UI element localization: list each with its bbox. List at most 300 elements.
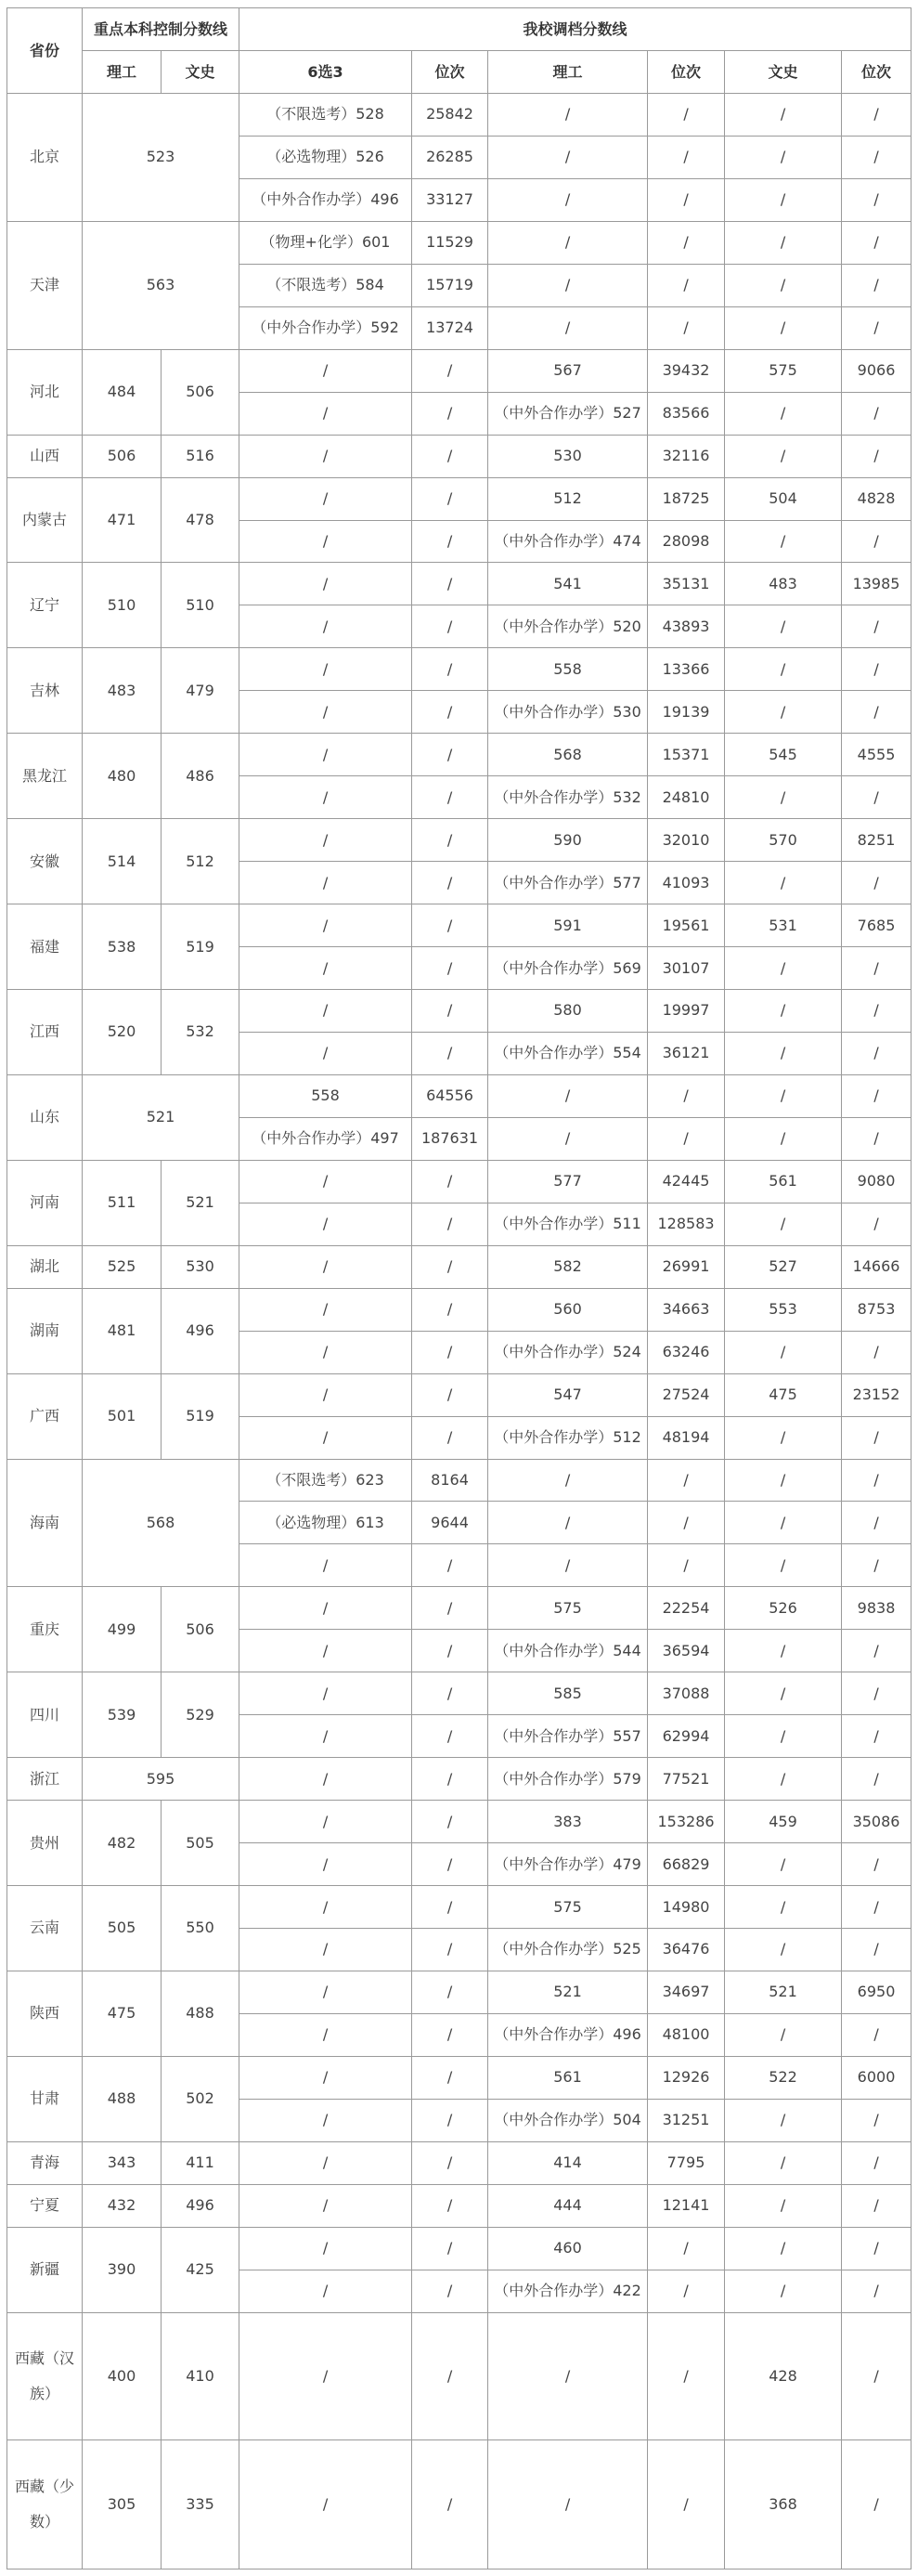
science-score-cell: （中外合作办学）532	[488, 776, 648, 819]
rank-cell: 9066	[842, 349, 912, 392]
control-science-cell: 475	[83, 1971, 162, 2056]
rank-cell: 42445	[648, 1160, 725, 1203]
rank-cell: /	[842, 1416, 912, 1459]
rank-cell: /	[842, 1630, 912, 1672]
province-cell: 陕西	[7, 1971, 83, 2056]
rank-cell: 15371	[648, 734, 725, 776]
rank-cell: /	[412, 1715, 488, 1758]
province-cell: 西藏（少数）	[7, 2440, 83, 2569]
rank-cell: 39432	[648, 349, 725, 392]
rank-cell: /	[412, 1587, 488, 1630]
table-row	[7, 2056, 912, 2099]
table-row	[7, 1886, 912, 1929]
rank-cell: /	[412, 520, 488, 563]
arts-score-cell: /	[725, 1032, 842, 1074]
table-body	[7, 94, 912, 2569]
rank-cell: 32116	[648, 435, 725, 477]
control-score-cell: 595	[83, 1758, 239, 1801]
control-score-cell: 568	[83, 1459, 239, 1587]
header-col: 文史	[725, 51, 842, 94]
table-row	[7, 1074, 912, 1117]
rank-cell: /	[412, 605, 488, 648]
six-three-cell: /	[239, 904, 412, 947]
control-arts-cell: 425	[162, 2227, 239, 2312]
science-score-cell: 575	[488, 1886, 648, 1929]
arts-score-cell: 553	[725, 1288, 842, 1331]
control-science-cell: 511	[83, 1160, 162, 1245]
table-row	[7, 1672, 912, 1715]
six-three-cell: /	[239, 1801, 412, 1843]
science-score-cell: /	[488, 1459, 648, 1502]
rank-cell: /	[412, 435, 488, 477]
six-three-cell: /	[239, 1288, 412, 1331]
control-arts-cell: 496	[162, 2184, 239, 2227]
rank-cell: /	[412, 776, 488, 819]
province-cell: 山东	[7, 1074, 83, 1160]
rank-cell: /	[648, 94, 725, 137]
arts-score-cell: /	[725, 1117, 842, 1160]
rank-cell: /	[412, 392, 488, 435]
six-three-cell: （中外合作办学）497	[239, 1117, 412, 1160]
table-row	[7, 2312, 912, 2440]
rank-cell: 19997	[648, 990, 725, 1033]
arts-score-cell: /	[725, 435, 842, 477]
control-arts-cell: 519	[162, 1373, 239, 1459]
rank-cell: 6000	[842, 2056, 912, 2099]
rank-cell: 34663	[648, 1288, 725, 1331]
table-row	[7, 2184, 912, 2227]
control-science-cell: 499	[83, 1587, 162, 1672]
arts-score-cell: /	[725, 990, 842, 1033]
table-row	[7, 563, 912, 605]
science-score-cell: （中外合作办学）579	[488, 1758, 648, 1801]
rank-cell: /	[412, 1160, 488, 1203]
science-score-cell: /	[488, 94, 648, 137]
table-row	[7, 2141, 912, 2184]
rank-cell: /	[412, 2270, 488, 2312]
rank-cell: 26991	[648, 1245, 725, 1288]
science-score-cell: （中外合作办学）511	[488, 1203, 648, 1245]
province-cell: 内蒙古	[7, 477, 83, 563]
rank-cell: /	[842, 2099, 912, 2141]
table-row	[7, 1459, 912, 1502]
table-row	[7, 477, 912, 520]
rank-cell: /	[412, 1245, 488, 1288]
rank-cell: 48100	[648, 2013, 725, 2056]
rank-cell: /	[842, 2184, 912, 2227]
header-province: 省份	[7, 8, 83, 94]
rank-cell: /	[412, 1801, 488, 1843]
control-science-cell: 501	[83, 1373, 162, 1459]
arts-score-cell: /	[725, 2184, 842, 2227]
rank-cell: /	[412, 2141, 488, 2184]
rank-cell: /	[412, 2099, 488, 2141]
table-row	[7, 94, 912, 137]
science-score-cell: （中外合作办学）474	[488, 520, 648, 563]
six-three-cell: （不限选考）584	[239, 264, 412, 306]
rank-cell: /	[842, 1715, 912, 1758]
table-row	[7, 1160, 912, 1203]
arts-score-cell: /	[725, 1502, 842, 1544]
rank-cell: /	[648, 136, 725, 178]
rank-cell: /	[842, 605, 912, 648]
control-arts-cell: 510	[162, 563, 239, 648]
arts-score-cell: /	[725, 520, 842, 563]
control-arts-cell: 479	[162, 648, 239, 734]
science-score-cell: 530	[488, 435, 648, 477]
rank-cell: 22254	[648, 1587, 725, 1630]
rank-cell: /	[412, 1373, 488, 1416]
table-row	[7, 1288, 912, 1331]
six-three-cell: /	[239, 947, 412, 990]
rank-cell: 19561	[648, 904, 725, 947]
rank-cell: /	[842, 2312, 912, 2440]
arts-score-cell: /	[725, 1630, 842, 1672]
rank-cell: /	[842, 648, 912, 691]
control-science-cell: 390	[83, 2227, 162, 2312]
arts-score-cell: /	[725, 1758, 842, 1801]
rank-cell: /	[412, 648, 488, 691]
rank-cell: /	[648, 1502, 725, 1544]
rank-cell: /	[842, 1331, 912, 1373]
science-score-cell: /	[488, 264, 648, 306]
control-score-cell: 521	[83, 1074, 239, 1160]
arts-score-cell: 526	[725, 1587, 842, 1630]
control-arts-cell: 486	[162, 734, 239, 819]
arts-score-cell: 521	[725, 1971, 842, 2013]
rank-cell: /	[412, 2184, 488, 2227]
six-three-cell: /	[239, 1886, 412, 1929]
arts-score-cell: 428	[725, 2312, 842, 2440]
arts-score-cell: 459	[725, 1801, 842, 1843]
rank-cell: 36594	[648, 1630, 725, 1672]
six-three-cell: /	[239, 2440, 412, 2569]
rank-cell: /	[412, 1843, 488, 1886]
rank-cell: /	[842, 1032, 912, 1074]
science-score-cell: 575	[488, 1587, 648, 1630]
arts-score-cell: /	[725, 1331, 842, 1373]
control-arts-cell: 505	[162, 1801, 239, 1886]
table-row	[7, 1373, 912, 1416]
control-arts-cell: 532	[162, 990, 239, 1075]
table-row	[7, 349, 912, 392]
arts-score-cell: /	[725, 862, 842, 904]
rank-cell: /	[842, 520, 912, 563]
arts-score-cell: /	[725, 776, 842, 819]
province-cell: 西藏（汉族）	[7, 2312, 83, 2440]
science-score-cell: （中外合作办学）422	[488, 2270, 648, 2312]
rank-cell: /	[842, 306, 912, 349]
arts-score-cell: 531	[725, 904, 842, 947]
rank-cell: 26285	[412, 136, 488, 178]
six-three-cell: 558	[239, 1074, 412, 1117]
rank-cell: 37088	[648, 1672, 725, 1715]
arts-score-cell: /	[725, 2013, 842, 2056]
control-science-cell: 480	[83, 734, 162, 819]
rank-cell: /	[648, 1117, 725, 1160]
rank-cell: /	[648, 1459, 725, 1502]
arts-score-cell: 368	[725, 2440, 842, 2569]
rank-cell: 9838	[842, 1587, 912, 1630]
six-three-cell: /	[239, 1971, 412, 2013]
science-score-cell: /	[488, 2312, 648, 2440]
science-score-cell: （中外合作办学）577	[488, 862, 648, 904]
table-row	[7, 1758, 912, 1801]
control-science-cell: 506	[83, 435, 162, 477]
rank-cell: 15719	[412, 264, 488, 306]
province-cell: 海南	[7, 1459, 83, 1587]
arts-score-cell: /	[725, 648, 842, 691]
rank-cell: /	[412, 1331, 488, 1373]
rank-cell: /	[842, 1758, 912, 1801]
science-score-cell: /	[488, 1502, 648, 1544]
arts-score-cell: /	[725, 947, 842, 990]
rank-cell: 36476	[648, 1928, 725, 1971]
science-score-cell: （中外合作办学）544	[488, 1630, 648, 1672]
rank-cell: 8251	[842, 819, 912, 862]
rank-cell: /	[412, 2440, 488, 2569]
rank-cell: /	[412, 1203, 488, 1245]
rank-cell: /	[842, 862, 912, 904]
six-three-cell: （中外合作办学）592	[239, 306, 412, 349]
six-three-cell: /	[239, 477, 412, 520]
rank-cell: /	[412, 1672, 488, 1715]
rank-cell: 43893	[648, 605, 725, 648]
science-score-cell: 541	[488, 563, 648, 605]
rank-cell: /	[412, 904, 488, 947]
rank-cell: /	[412, 2227, 488, 2270]
rank-cell: /	[842, 2141, 912, 2184]
science-score-cell: 590	[488, 819, 648, 862]
rank-cell: /	[648, 2312, 725, 2440]
rank-cell: /	[412, 1886, 488, 1929]
rank-cell: 64556	[412, 1074, 488, 1117]
rank-cell: /	[412, 1971, 488, 2013]
province-cell: 安徽	[7, 819, 83, 904]
table-row	[7, 2440, 912, 2569]
arts-score-cell: 504	[725, 477, 842, 520]
arts-score-cell: /	[725, 1886, 842, 1929]
rank-cell: /	[842, 94, 912, 137]
rank-cell: /	[842, 1672, 912, 1715]
province-cell: 江西	[7, 990, 83, 1075]
rank-cell: /	[648, 2270, 725, 2312]
six-three-cell: /	[239, 1672, 412, 1715]
header-school-group: 我校调档分数线	[239, 8, 912, 51]
rank-cell: /	[842, 1502, 912, 1544]
rank-cell: /	[842, 990, 912, 1033]
six-three-cell: /	[239, 2013, 412, 2056]
arts-score-cell: 527	[725, 1245, 842, 1288]
arts-score-cell: /	[725, 94, 842, 137]
province-cell: 重庆	[7, 1587, 83, 1672]
control-arts-cell: 521	[162, 1160, 239, 1245]
control-science-cell: 481	[83, 1288, 162, 1373]
six-three-cell: /	[239, 776, 412, 819]
rank-cell: /	[648, 1544, 725, 1587]
rank-cell: /	[842, 136, 912, 178]
science-score-cell: 560	[488, 1288, 648, 1331]
rank-cell: /	[412, 2056, 488, 2099]
rank-cell: /	[412, 563, 488, 605]
six-three-cell: /	[239, 2270, 412, 2312]
header-col: 位次	[648, 51, 725, 94]
six-three-cell: /	[239, 392, 412, 435]
science-score-cell: 444	[488, 2184, 648, 2227]
control-arts-cell: 410	[162, 2312, 239, 2440]
arts-score-cell: /	[725, 1928, 842, 1971]
province-cell: 天津	[7, 221, 83, 349]
table-row	[7, 1245, 912, 1288]
science-score-cell: /	[488, 178, 648, 221]
control-arts-cell: 529	[162, 1672, 239, 1758]
arts-score-cell: /	[725, 2141, 842, 2184]
six-three-cell: （必选物理）526	[239, 136, 412, 178]
rank-cell: /	[412, 990, 488, 1033]
science-score-cell: （中外合作办学）496	[488, 2013, 648, 2056]
rank-cell: /	[648, 221, 725, 264]
rank-cell: 153286	[648, 1801, 725, 1843]
rank-cell: /	[412, 349, 488, 392]
science-score-cell: 591	[488, 904, 648, 947]
science-score-cell: （中外合作办学）520	[488, 605, 648, 648]
table-header	[7, 8, 912, 94]
arts-score-cell: /	[725, 1843, 842, 1886]
rank-cell: /	[648, 178, 725, 221]
six-three-cell: /	[239, 1203, 412, 1245]
rank-cell: /	[842, 1203, 912, 1245]
table-row	[7, 1971, 912, 2013]
rank-cell: /	[842, 947, 912, 990]
score-table	[6, 7, 912, 2569]
rank-cell: 9644	[412, 1502, 488, 1544]
rank-cell: /	[412, 691, 488, 734]
science-score-cell: 567	[488, 349, 648, 392]
rank-cell: /	[412, 1544, 488, 1587]
control-science-cell: 514	[83, 819, 162, 904]
control-arts-cell: 516	[162, 435, 239, 477]
science-score-cell: 585	[488, 1672, 648, 1715]
six-three-cell: /	[239, 734, 412, 776]
rank-cell: /	[412, 2013, 488, 2056]
rank-cell: 35086	[842, 1801, 912, 1843]
science-score-cell: /	[488, 306, 648, 349]
table-row	[7, 819, 912, 862]
six-three-cell: /	[239, 990, 412, 1033]
six-three-cell: /	[239, 1160, 412, 1203]
control-science-cell: 432	[83, 2184, 162, 2227]
science-score-cell: /	[488, 1117, 648, 1160]
province-cell: 河南	[7, 1160, 83, 1245]
table-row	[7, 435, 912, 477]
arts-score-cell: 522	[725, 2056, 842, 2099]
rank-cell: /	[842, 1544, 912, 1587]
rank-cell: /	[412, 477, 488, 520]
rank-cell: 35131	[648, 563, 725, 605]
arts-score-cell: /	[725, 605, 842, 648]
arts-score-cell: 545	[725, 734, 842, 776]
six-three-cell: /	[239, 1032, 412, 1074]
rank-cell: 9080	[842, 1160, 912, 1203]
rank-cell: 24810	[648, 776, 725, 819]
science-score-cell: （中外合作办学）479	[488, 1843, 648, 1886]
rank-cell: 33127	[412, 178, 488, 221]
control-arts-cell: 335	[162, 2440, 239, 2569]
six-three-cell: /	[239, 2227, 412, 2270]
rank-cell: 77521	[648, 1758, 725, 1801]
arts-score-cell: /	[725, 136, 842, 178]
rank-cell: /	[842, 1928, 912, 1971]
science-score-cell: 561	[488, 2056, 648, 2099]
control-science-cell: 488	[83, 2056, 162, 2141]
arts-score-cell: /	[725, 1416, 842, 1459]
province-cell: 山西	[7, 435, 83, 477]
province-cell: 福建	[7, 904, 83, 990]
six-three-cell: /	[239, 1416, 412, 1459]
control-science-cell: 482	[83, 1801, 162, 1886]
rank-cell: /	[842, 221, 912, 264]
province-cell: 湖北	[7, 1245, 83, 1288]
six-three-cell: （中外合作办学）496	[239, 178, 412, 221]
arts-score-cell: /	[725, 1672, 842, 1715]
rank-cell: /	[648, 264, 725, 306]
six-three-cell: /	[239, 435, 412, 477]
rank-cell: 12141	[648, 2184, 725, 2227]
province-cell: 新疆	[7, 2227, 83, 2312]
arts-score-cell: /	[725, 1544, 842, 1587]
six-three-cell: /	[239, 1245, 412, 1288]
arts-score-cell: /	[725, 178, 842, 221]
table-row	[7, 221, 912, 264]
arts-score-cell: /	[725, 392, 842, 435]
table-row	[7, 1587, 912, 1630]
rank-cell: 32010	[648, 819, 725, 862]
rank-cell: 13985	[842, 563, 912, 605]
control-arts-cell: 411	[162, 2141, 239, 2184]
arts-score-cell: /	[725, 306, 842, 349]
province-cell: 辽宁	[7, 563, 83, 648]
rank-cell: 41093	[648, 862, 725, 904]
arts-score-cell: /	[725, 2227, 842, 2270]
six-three-cell: /	[239, 1373, 412, 1416]
arts-score-cell: /	[725, 1074, 842, 1117]
arts-score-cell: /	[725, 1715, 842, 1758]
rank-cell: 187631	[412, 1117, 488, 1160]
science-score-cell: 582	[488, 1245, 648, 1288]
rank-cell: 83566	[648, 392, 725, 435]
province-cell: 甘肃	[7, 2056, 83, 2141]
science-score-cell: 512	[488, 477, 648, 520]
province-cell: 宁夏	[7, 2184, 83, 2227]
six-three-cell: /	[239, 648, 412, 691]
rank-cell: 28098	[648, 520, 725, 563]
rank-cell: /	[648, 1074, 725, 1117]
rank-cell: 31251	[648, 2099, 725, 2141]
science-score-cell: （中外合作办学）530	[488, 691, 648, 734]
rank-cell: 13366	[648, 648, 725, 691]
rank-cell: 27524	[648, 1373, 725, 1416]
header-col: 6选3	[239, 51, 412, 94]
header-col: 理工	[83, 51, 162, 94]
province-cell: 湖南	[7, 1288, 83, 1373]
province-cell: 广西	[7, 1373, 83, 1459]
control-arts-cell: 519	[162, 904, 239, 990]
science-score-cell: 558	[488, 648, 648, 691]
control-science-cell: 400	[83, 2312, 162, 2440]
rank-cell: /	[412, 1928, 488, 1971]
rank-cell: 66829	[648, 1843, 725, 1886]
science-score-cell: /	[488, 2440, 648, 2569]
